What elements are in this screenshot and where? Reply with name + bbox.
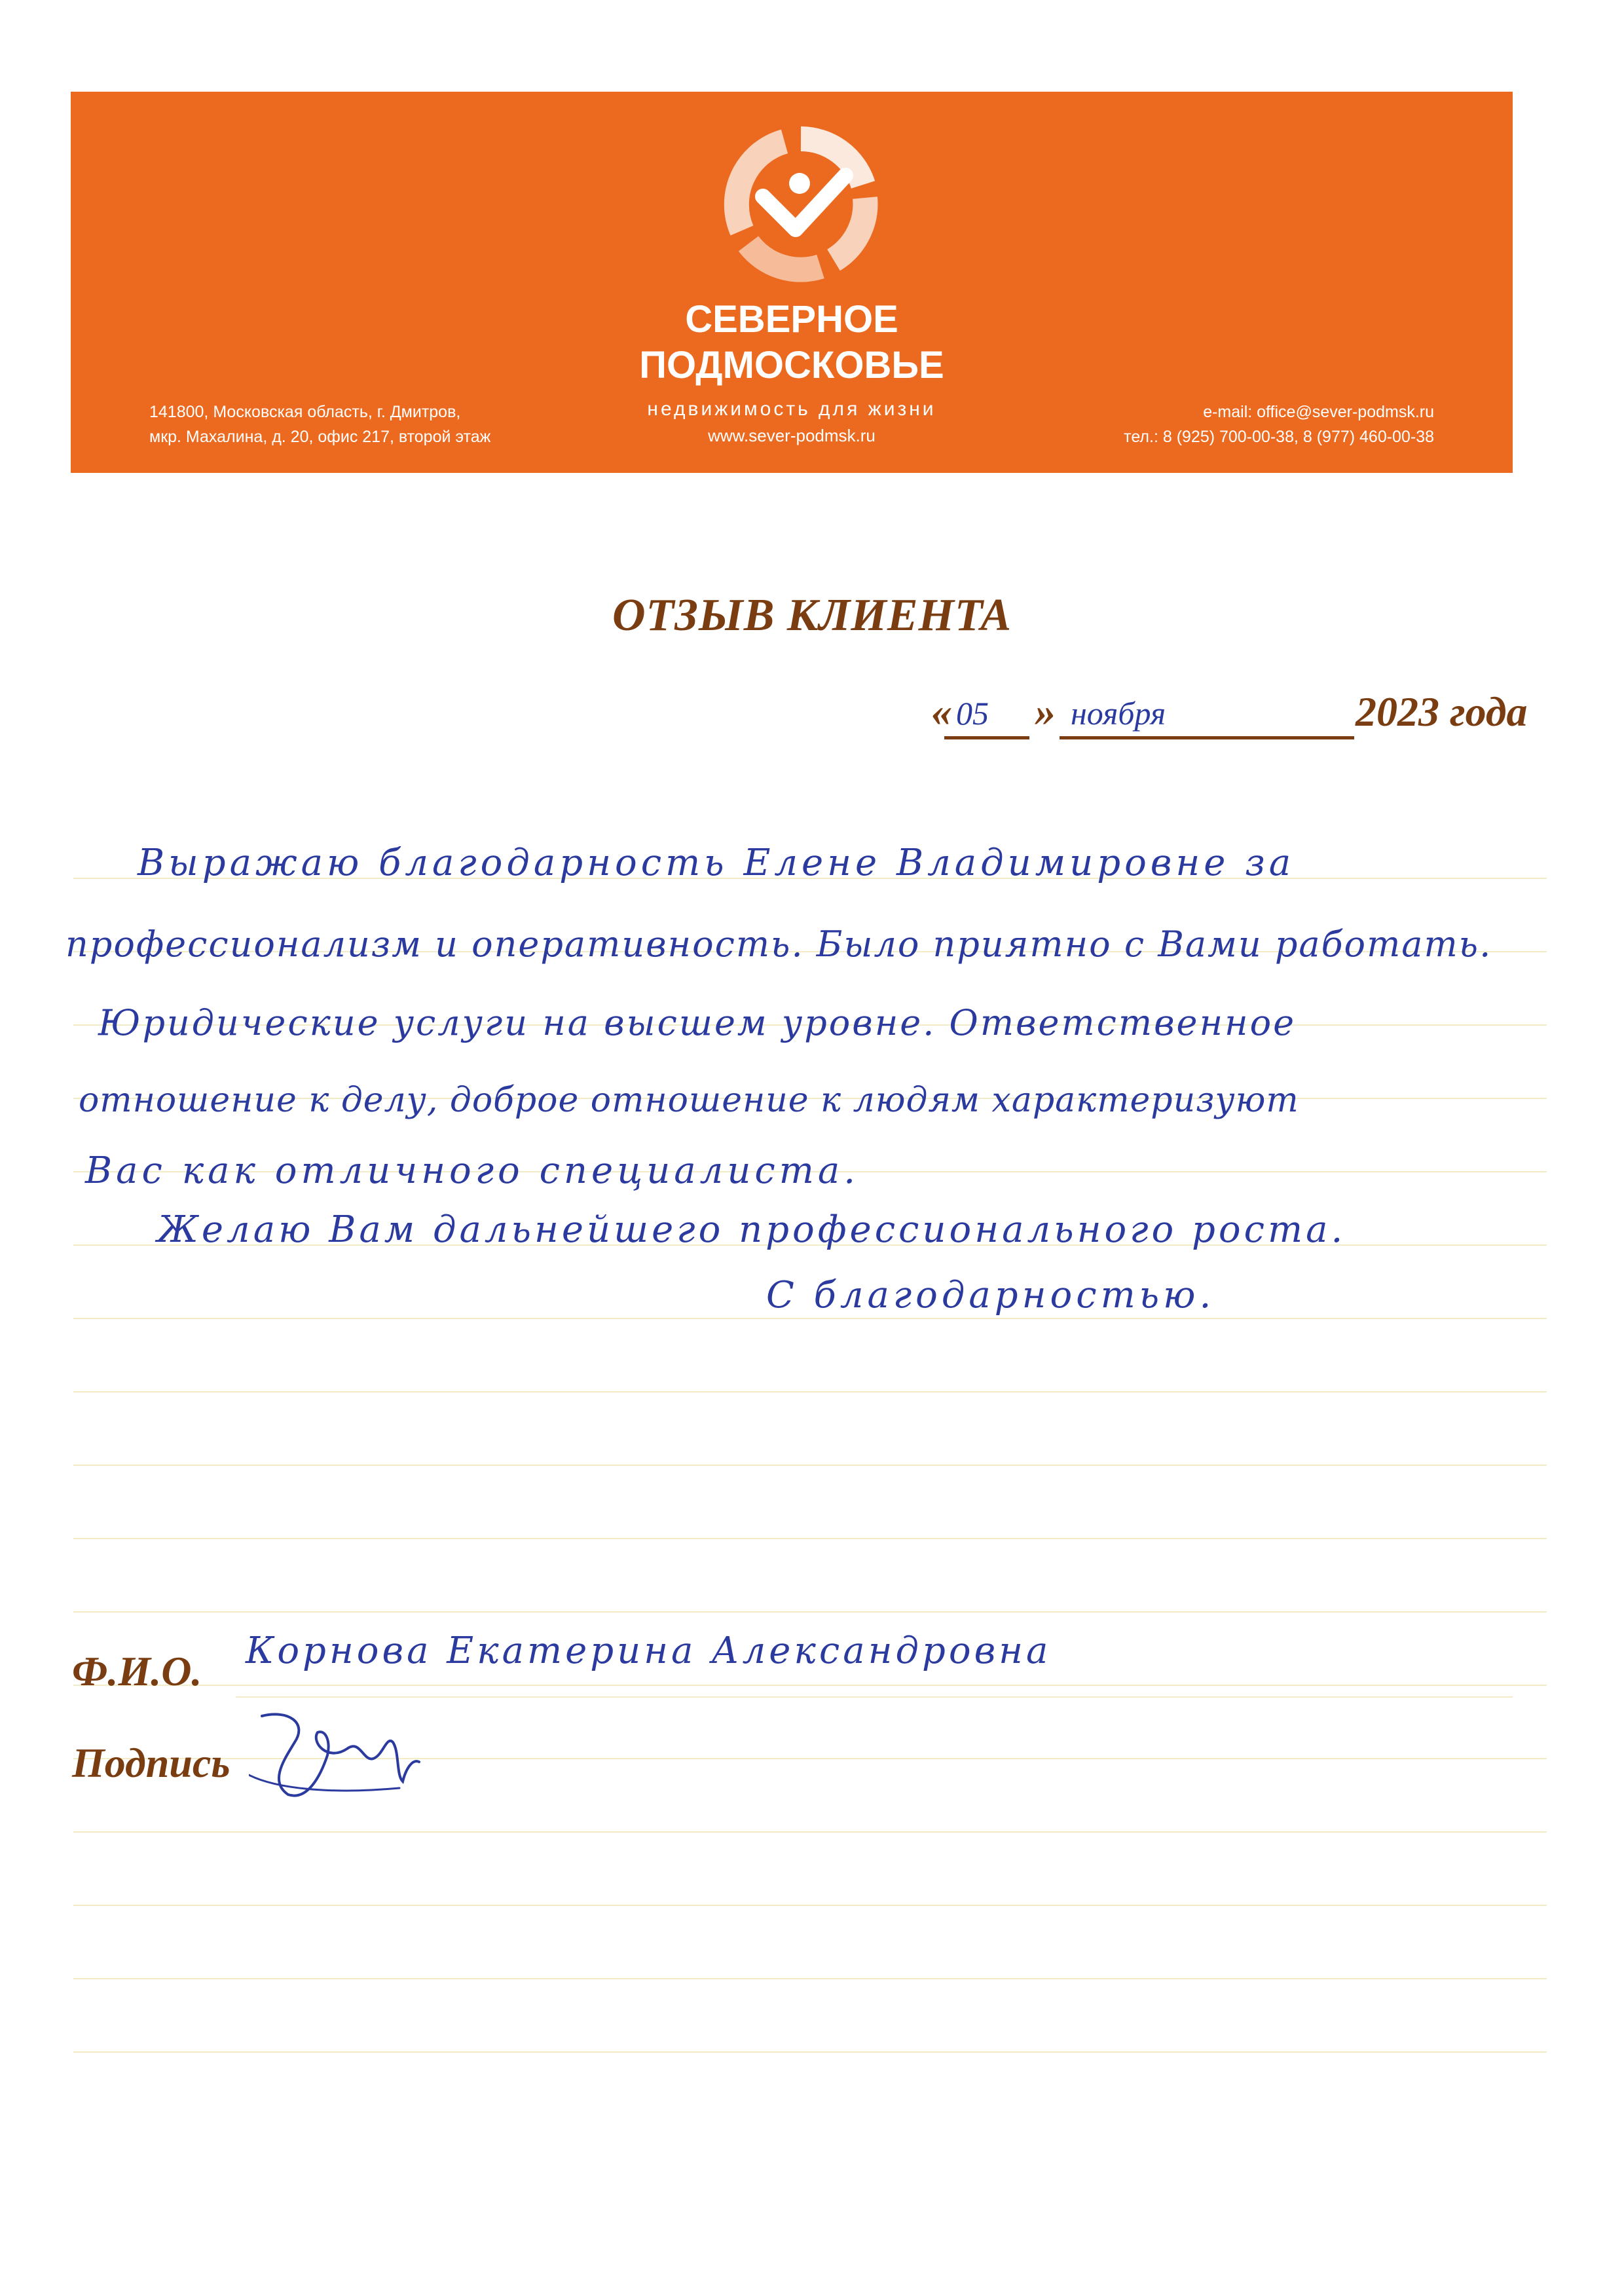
ruled-line [73, 1685, 1547, 1686]
ruled-line [73, 1391, 1547, 1392]
brand-name-line2: ПОДМОСКОВЬЕ [639, 344, 944, 386]
ruled-line [73, 2051, 1547, 2053]
date-field [904, 688, 1559, 747]
page-title: ОТЗЫВ КЛИЕНТА [612, 590, 1012, 641]
letterhead-banner [71, 92, 1513, 473]
ruled-line [73, 1611, 1547, 1613]
fio-underline [236, 1696, 1513, 1698]
review-text-line: профессионализм и оперативность. Было приятно с Вами работать. [65, 924, 1492, 965]
company-contacts [1124, 400, 1434, 449]
ruled-line [73, 1538, 1547, 1539]
date-year: 2023 года [1356, 688, 1528, 735]
date-open-quote: « [931, 688, 952, 735]
date-close-quote: » [1035, 688, 1056, 735]
ruled-line [73, 1465, 1547, 1466]
email-link[interactable]: e-mail: office@sever-podmsk.ru [1203, 403, 1434, 421]
address-line2: мкр. Махалина, д. 20, офис 217, второй этаж [149, 428, 491, 446]
client-fio: Корнова Екатерина Александровна [246, 1630, 1052, 1672]
review-text-line: Желаю Вам дальнейшего профессионального роста. [157, 1208, 1346, 1251]
review-text-line: Выражаю благодарность Елене Владимировне за [138, 842, 1295, 884]
review-text-line: Юридические услуги на высшем уровне. Ответственное [98, 1002, 1297, 1043]
review-text-line: Вас как отличного специалиста. [85, 1149, 860, 1192]
date-day-underline [944, 736, 1029, 739]
website-link[interactable]: www.sever-podmsk.ru [708, 426, 876, 445]
ruled-line [73, 1831, 1547, 1833]
ruled-line [73, 1978, 1547, 1979]
signature-label: Подпись [72, 1740, 231, 1786]
address-line1: 141800, Московская область, г. Дмитров, [149, 403, 461, 421]
ruled-line [73, 1905, 1547, 1906]
date-day: 05 [956, 695, 989, 732]
fio-label: Ф.И.О. [72, 1648, 202, 1694]
ruled-line [73, 1318, 1547, 1319]
company-address [149, 400, 490, 449]
date-month: ноября [1071, 695, 1166, 732]
client-signature-icon [249, 1703, 432, 1808]
review-text-line: отношение к делу, доброе отношение к людям характеризуют [79, 1081, 1299, 1120]
brand-tagline: недвижимость для жизни [647, 398, 936, 420]
company-logo-icon [722, 126, 879, 283]
date-month-underline [1060, 736, 1354, 739]
brand-name-line1: СЕВЕРНОЕ [685, 298, 898, 341]
phone-numbers: тел.: 8 (925) 700-00-38, 8 (977) 460-00-38 [1124, 428, 1434, 446]
review-text-line: С благодарностью. [766, 1274, 1215, 1316]
